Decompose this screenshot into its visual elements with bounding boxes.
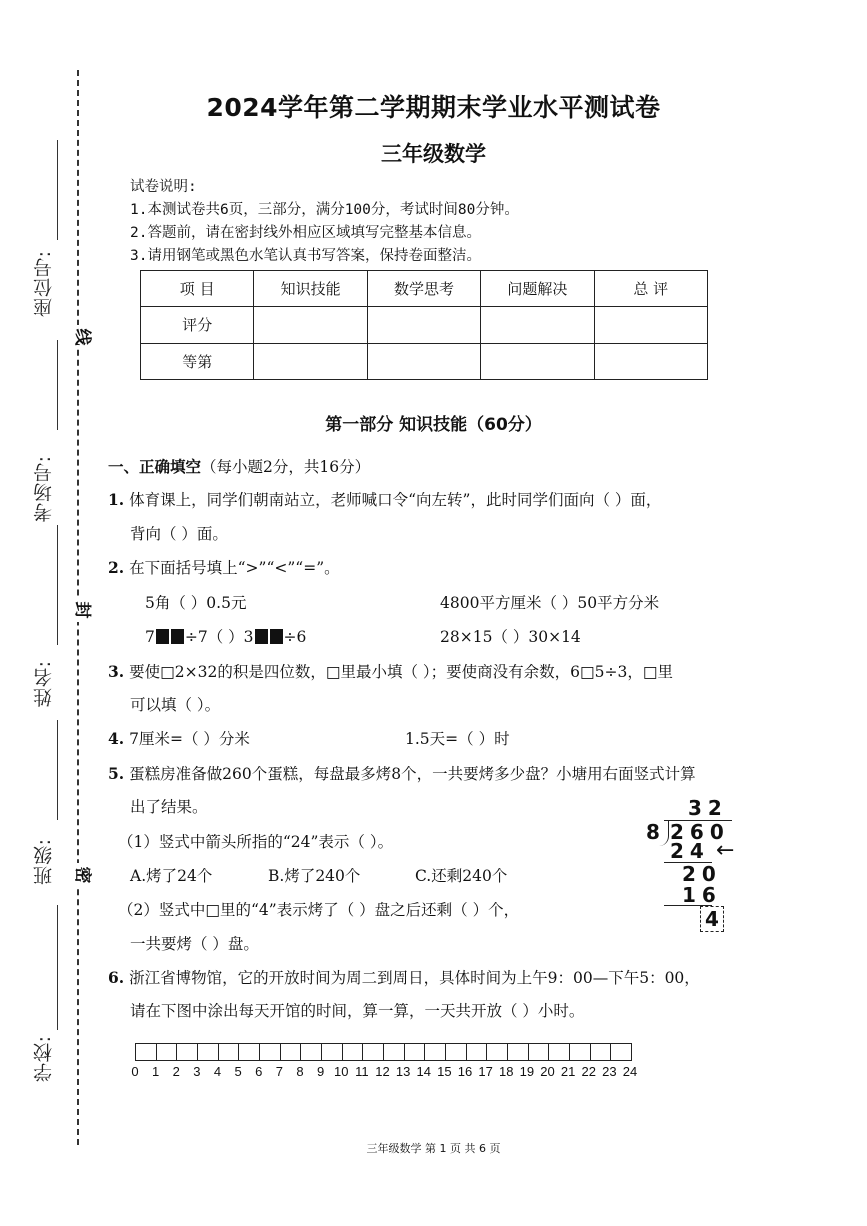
hour-tick-label: 22 (581, 1064, 596, 1079)
question-1-line-2: 背向（ ）面。 (130, 525, 228, 543)
question-1-line-1: 体育课上，同学们朝南站立，老师喊口令“向左转”，此时同学们面向（ ）面， (129, 491, 662, 509)
hour-cell[interactable] (529, 1044, 550, 1060)
question-number: 3. (108, 662, 125, 681)
name-line (57, 525, 58, 645)
part1-heading-bold: 一、正确填空 (108, 458, 202, 476)
ink-blot-icon (255, 629, 268, 644)
score-row-label: 评分 (141, 307, 254, 343)
exam-subtitle: 三年级数学 (381, 142, 486, 166)
score-table-header-row (141, 271, 708, 307)
hour-tick-label: 4 (213, 1064, 222, 1079)
hour-cell[interactable] (487, 1044, 508, 1060)
hour-cell[interactable] (157, 1044, 178, 1060)
score-table-header: 总 评 (594, 271, 707, 307)
hour-cell[interactable] (405, 1044, 426, 1060)
hour-cell[interactable] (446, 1044, 467, 1060)
time-bar (135, 1043, 632, 1061)
division-divisor: 8 (646, 820, 666, 844)
question-5-sub-2-line-2: 一共要烤（ ）盘。 (130, 935, 259, 953)
question-4 (108, 727, 250, 749)
note-2: 2.答题前，请在密封线外相应区域填写完整基本信息。 (130, 225, 481, 241)
compare-1: 5角（ ）0.5元 (145, 594, 247, 612)
hour-cell[interactable] (425, 1044, 446, 1060)
option-c: C.还剩240个 (415, 867, 508, 885)
hour-tick-label: 16 (457, 1064, 473, 1079)
hour-tick-label: 3 (193, 1064, 201, 1079)
hour-cell[interactable] (219, 1044, 240, 1060)
question-6-line-2: 请在下图中涂出每天开馆的时间，算一算，一天共开放（ ）小时。 (130, 1002, 585, 1020)
hour-cell[interactable] (239, 1044, 260, 1060)
arrow-left-icon: ← (716, 838, 735, 863)
compare-3-part-c: ÷6 (283, 628, 307, 646)
hour-tick-label: 9 (317, 1064, 325, 1079)
hour-tick-label: 6 (255, 1064, 263, 1079)
ink-blot-icon (171, 629, 184, 644)
hour-tick-label: 15 (437, 1064, 452, 1079)
question-number: 4. (108, 729, 125, 748)
hour-tick-label: 19 (519, 1064, 535, 1079)
hour-cell[interactable] (343, 1044, 364, 1060)
hour-cell[interactable] (591, 1044, 612, 1060)
seal-word-seal: 封 (70, 598, 94, 622)
question-number: 5. (108, 764, 125, 783)
notes-title: 试卷说明: (130, 179, 197, 195)
exam-title: 2024学年第二学期期末学业水平测试卷 (206, 93, 661, 122)
hour-cell[interactable] (281, 1044, 302, 1060)
hour-tick-label: 0 (131, 1064, 139, 1079)
compare-3-part-b: ÷7（ ）3 (184, 628, 254, 646)
hour-tick-label: 13 (395, 1064, 411, 1079)
score-table-header: 知识技能 (254, 271, 367, 307)
compare-3-part-a: 7 (145, 628, 155, 646)
seal-word-secret: 密 (70, 863, 94, 887)
hour-tick-label: 10 (334, 1064, 349, 1079)
class-line (57, 720, 58, 820)
division-step-24: 24 (670, 839, 710, 863)
question-5-sub-2: （2）竖式中□里的“4”表示烤了（ ）盘之后还剩（ ）个， (118, 901, 520, 919)
grade-cell[interactable] (254, 343, 367, 379)
question-number: 2. (108, 558, 125, 577)
question-2-text: 在下面括号填上“>”“<”“=”。 (129, 559, 340, 577)
score-table-row (141, 343, 708, 379)
part1-heading (108, 455, 370, 477)
score-table (140, 270, 708, 380)
hour-cell[interactable] (570, 1044, 591, 1060)
compare-3 (145, 625, 306, 647)
score-table-header: 数学思考 (367, 271, 480, 307)
note-1: 1.本测试卷共6页，三部分，满分100分，考试时间80分钟。 (130, 202, 519, 218)
question-6-line-1: 浙江省博物馆，它的开放时间为周二到周日，具体时间为上午9：00—下午5：00， (129, 969, 700, 987)
section-title: 第一部分 知识技能（60分） (325, 415, 542, 435)
question-1 (108, 488, 661, 510)
question-5-sub-1: （1）竖式中箭头所指的“24”表示（ ）。 (118, 833, 394, 851)
hour-tick-label: 23 (602, 1064, 617, 1079)
question-3-line-2: 可以填（ ）。 (130, 696, 221, 714)
hour-tick-label: 20 (540, 1064, 555, 1079)
page-footer: 三年级数学 第 1 页 共 6 页 (366, 1142, 501, 1155)
hour-cell[interactable] (363, 1044, 384, 1060)
seat-number-label: 座位号: (33, 250, 55, 318)
compare-4: 28×15（ ）30×14 (440, 628, 581, 646)
hour-cell[interactable] (177, 1044, 198, 1060)
hour-tick-label: 18 (499, 1064, 514, 1079)
hour-tick-label: 2 (172, 1064, 180, 1079)
division-step-20: 20 (682, 862, 722, 886)
ink-blot-icon (156, 629, 169, 644)
hour-cell[interactable] (301, 1044, 322, 1060)
score-cell[interactable] (594, 307, 707, 343)
division-step-16: 16 (682, 883, 722, 907)
name-label: 姓名: (33, 660, 55, 708)
hour-tick-label: 1 (152, 1064, 160, 1079)
question-5-line-1: 蛋糕房准备做260个蛋糕，每盘最多烤8个，一共要烤多少盘？小塘用右面竖式计算 (129, 765, 696, 783)
question-2 (108, 556, 340, 578)
grade-cell[interactable] (594, 343, 707, 379)
school-line (57, 905, 58, 1030)
ink-blot-icon (270, 629, 283, 644)
compare-2: 4800平方厘米（ ）50平方分米 (440, 594, 660, 612)
hour-tick-label: 8 (296, 1064, 304, 1079)
grade-cell[interactable] (481, 343, 594, 379)
hour-tick-label: 17 (478, 1064, 493, 1079)
hour-cell[interactable] (508, 1044, 529, 1060)
question-4-part-b: 1.5天=（ ）时 (405, 730, 510, 748)
hour-tick-label: 12 (375, 1064, 390, 1079)
grade-row-label: 等第 (141, 343, 254, 379)
score-table-row (141, 307, 708, 343)
score-cell[interactable] (254, 307, 367, 343)
score-table-header: 问题解决 (481, 271, 594, 307)
seal-word-line: 线 (70, 325, 94, 349)
class-label: 班级: (33, 838, 55, 886)
hour-tick-label: 7 (275, 1064, 283, 1079)
option-b: B.烤了240个 (268, 867, 361, 885)
score-table-header: 项 目 (141, 271, 254, 307)
hour-tick-label: 5 (234, 1064, 242, 1079)
hour-tick-label: 24 (622, 1064, 638, 1079)
division-quotient: 32 (688, 796, 728, 820)
hour-cell[interactable] (322, 1044, 343, 1060)
question-5-line-2: 出了结果。 (130, 798, 208, 816)
hour-cell[interactable] (611, 1044, 631, 1060)
hour-cell[interactable] (260, 1044, 281, 1060)
hour-tick-label: 11 (355, 1064, 369, 1079)
hour-cell[interactable] (549, 1044, 570, 1060)
grade-cell[interactable] (367, 343, 480, 379)
question-number: 1. (108, 490, 125, 509)
score-cell[interactable] (481, 307, 594, 343)
option-a: A.烤了24个 (130, 867, 213, 885)
hour-cell[interactable] (136, 1044, 157, 1060)
hour-cell[interactable] (467, 1044, 488, 1060)
division-remainder-box: 4 (700, 906, 724, 932)
hour-cell[interactable] (198, 1044, 219, 1060)
part1-heading-rest: （每小题2分，共16分） (201, 458, 371, 476)
question-3-line-1: 要使□2×32的积是四位数，□里最小填（ ）；要使商没有余数，6□5÷3，□里 (129, 663, 674, 681)
note-3: 3.请用钢笔或黑色水笔认真书写答案，保持卷面整洁。 (130, 248, 481, 264)
question-3 (108, 660, 673, 682)
question-5 (108, 762, 696, 784)
hour-tick-label: 14 (416, 1064, 431, 1079)
question-6 (108, 966, 700, 988)
question-4-part-a: 7厘米=（ ）分米 (129, 730, 250, 748)
hour-cell[interactable] (384, 1044, 405, 1060)
hour-tick-label: 21 (560, 1064, 576, 1079)
school-label: 学校: (33, 1035, 55, 1083)
division-dividend: 260 (670, 820, 730, 844)
question-number: 6. (108, 968, 125, 987)
score-cell[interactable] (367, 307, 480, 343)
exam-room-number-label: 考场号: (33, 455, 55, 523)
